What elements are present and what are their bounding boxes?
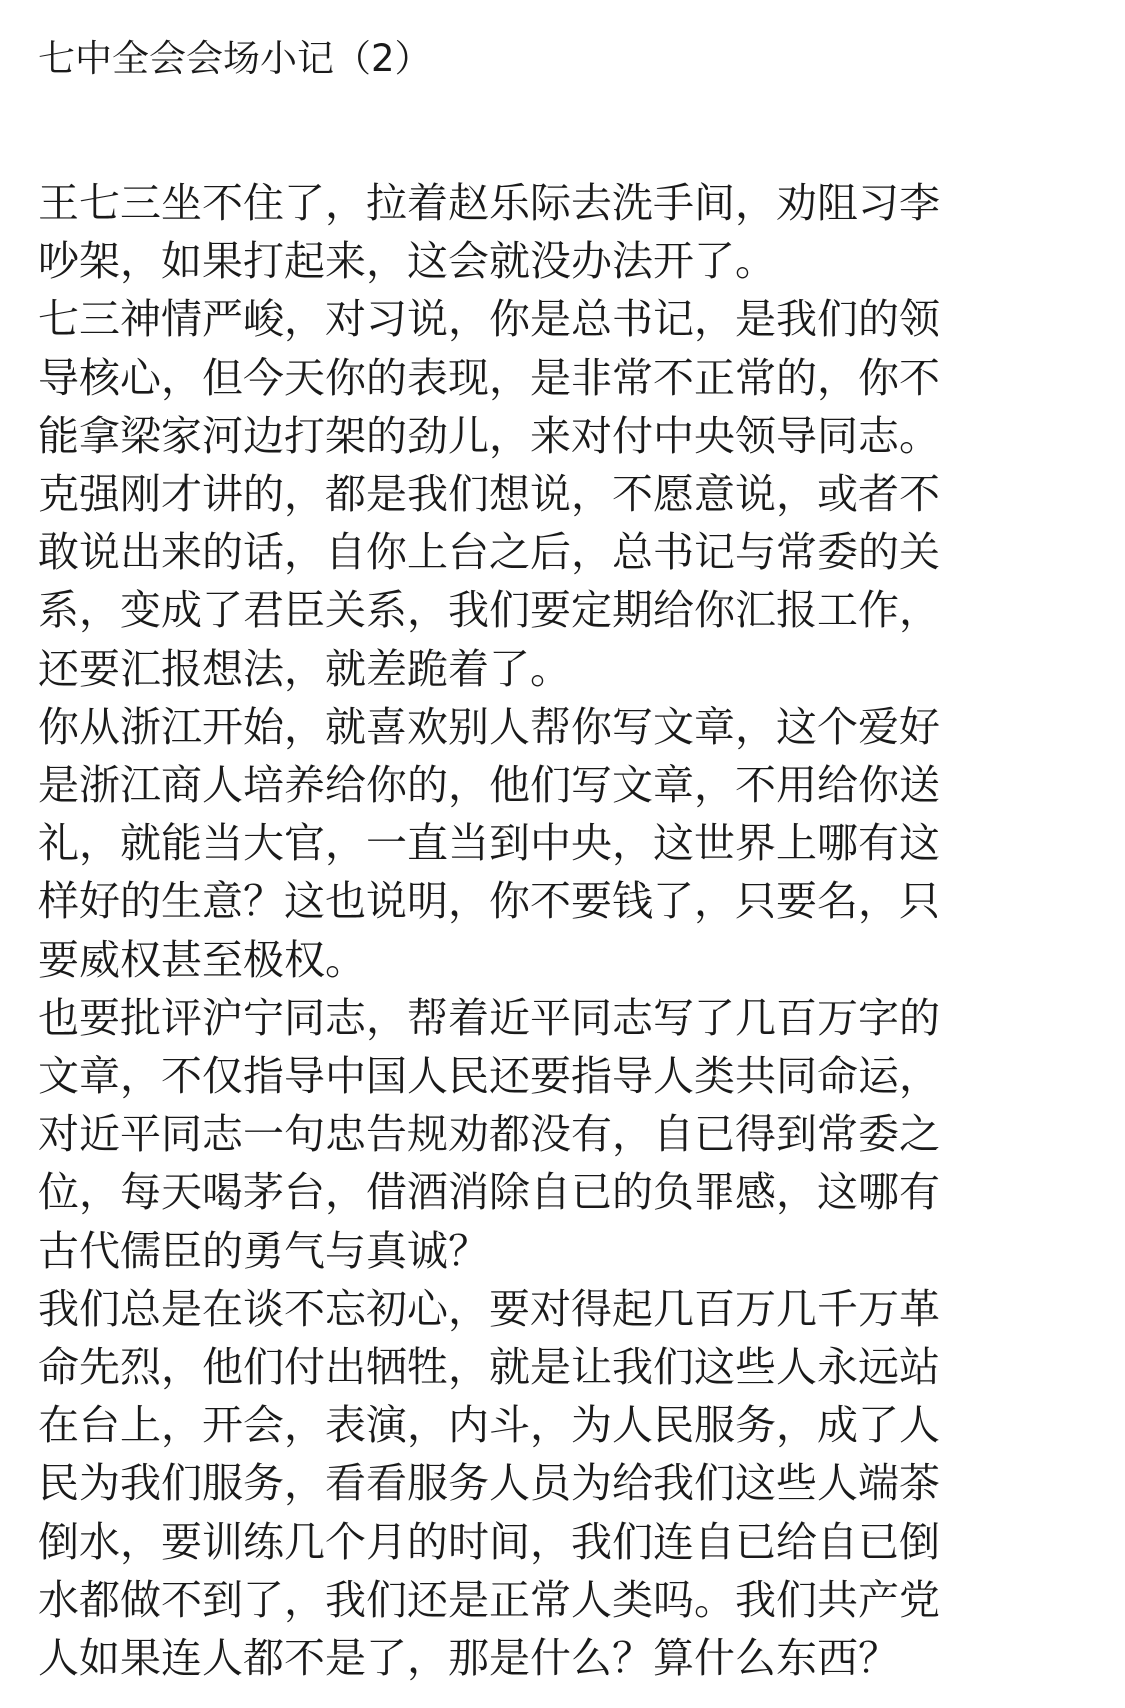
text-line: 你从浙江开始，就喜欢别人帮你写文章，这个爱好 <box>38 702 940 751</box>
text-line: 在台上，开会，表演，内斗，为人民服务，成了人 <box>38 1401 940 1450</box>
text-line: 吵架，如果打起来，这会就没办法开了。 <box>38 237 776 286</box>
text-line: 古代儒臣的勇气与真诚？ <box>38 1226 489 1275</box>
text-line: 系，变成了君臣关系，我们要定期给你汇报工作， <box>38 586 940 635</box>
text-line: 我们总是在谈不忘初心，要对得起几百万几千万革 <box>38 1284 940 1333</box>
text-line: 要威权甚至极权。 <box>38 935 366 984</box>
text-line: 水都做不到了，我们还是正常人类吗。我们共产党 <box>38 1575 940 1624</box>
text-line: 王七三坐不住了，拉着赵乐际去洗手间，劝阻习李 <box>38 179 940 227</box>
text-line: 也要批评沪宁同志，帮着近平同志写了几百万字的 <box>38 993 940 1042</box>
text-line: 导核心，但今天你的表现，是非常不正常的，你不 <box>38 353 940 402</box>
text-line: 样好的生意？这也说明，你不要钱了，只要名，只 <box>38 877 940 926</box>
text-line: 敢说出来的话，自你上台之后，总书记与常委的关 <box>38 528 940 577</box>
text-line: 人如果连人都不是了，那是什么？算什么东西？ <box>38 1634 899 1683</box>
document-title: 七中全会会场小记（2） <box>38 37 432 80</box>
document-page <box>38 30 1068 1687</box>
document-body <box>38 174 1068 1687</box>
text-line: 命先烈，他们付出牺牲，就是让我们这些人永远站 <box>38 1343 940 1392</box>
text-line: 礼，就能当大官，一直当到中央，这世界上哪有这 <box>38 819 940 868</box>
text-line: 能拿梁家河边打架的劲儿，来对付中央领导同志。 <box>38 411 940 460</box>
text-line: 七三神情严峻，对习说，你是总书记，是我们的领 <box>38 295 940 344</box>
text-line: 倒水，要训练几个月的时间，我们连自已给自已倒 <box>38 1517 940 1566</box>
text-line: 民为我们服务，看看服务人员为给我们这些人端茶 <box>38 1459 940 1508</box>
text-line: 是浙江商人培养给你的，他们写文章，不用给你送 <box>38 761 940 810</box>
text-line: 还要汇报想法，就差跪着了。 <box>38 644 571 693</box>
text-line: 位，每天喝茅台，借酒消除自已的负罪感，这哪有 <box>38 1168 940 1217</box>
blank-line <box>38 88 1068 174</box>
text-line: 克强刚才讲的，都是我们想说，不愿意说，或者不 <box>38 470 940 519</box>
text-line: 对近平同志一句忠告规劝都没有，自已得到常委之 <box>38 1110 940 1159</box>
text-line: 文章，不仅指导中国人民还要指导人类共同命运， <box>38 1052 940 1101</box>
